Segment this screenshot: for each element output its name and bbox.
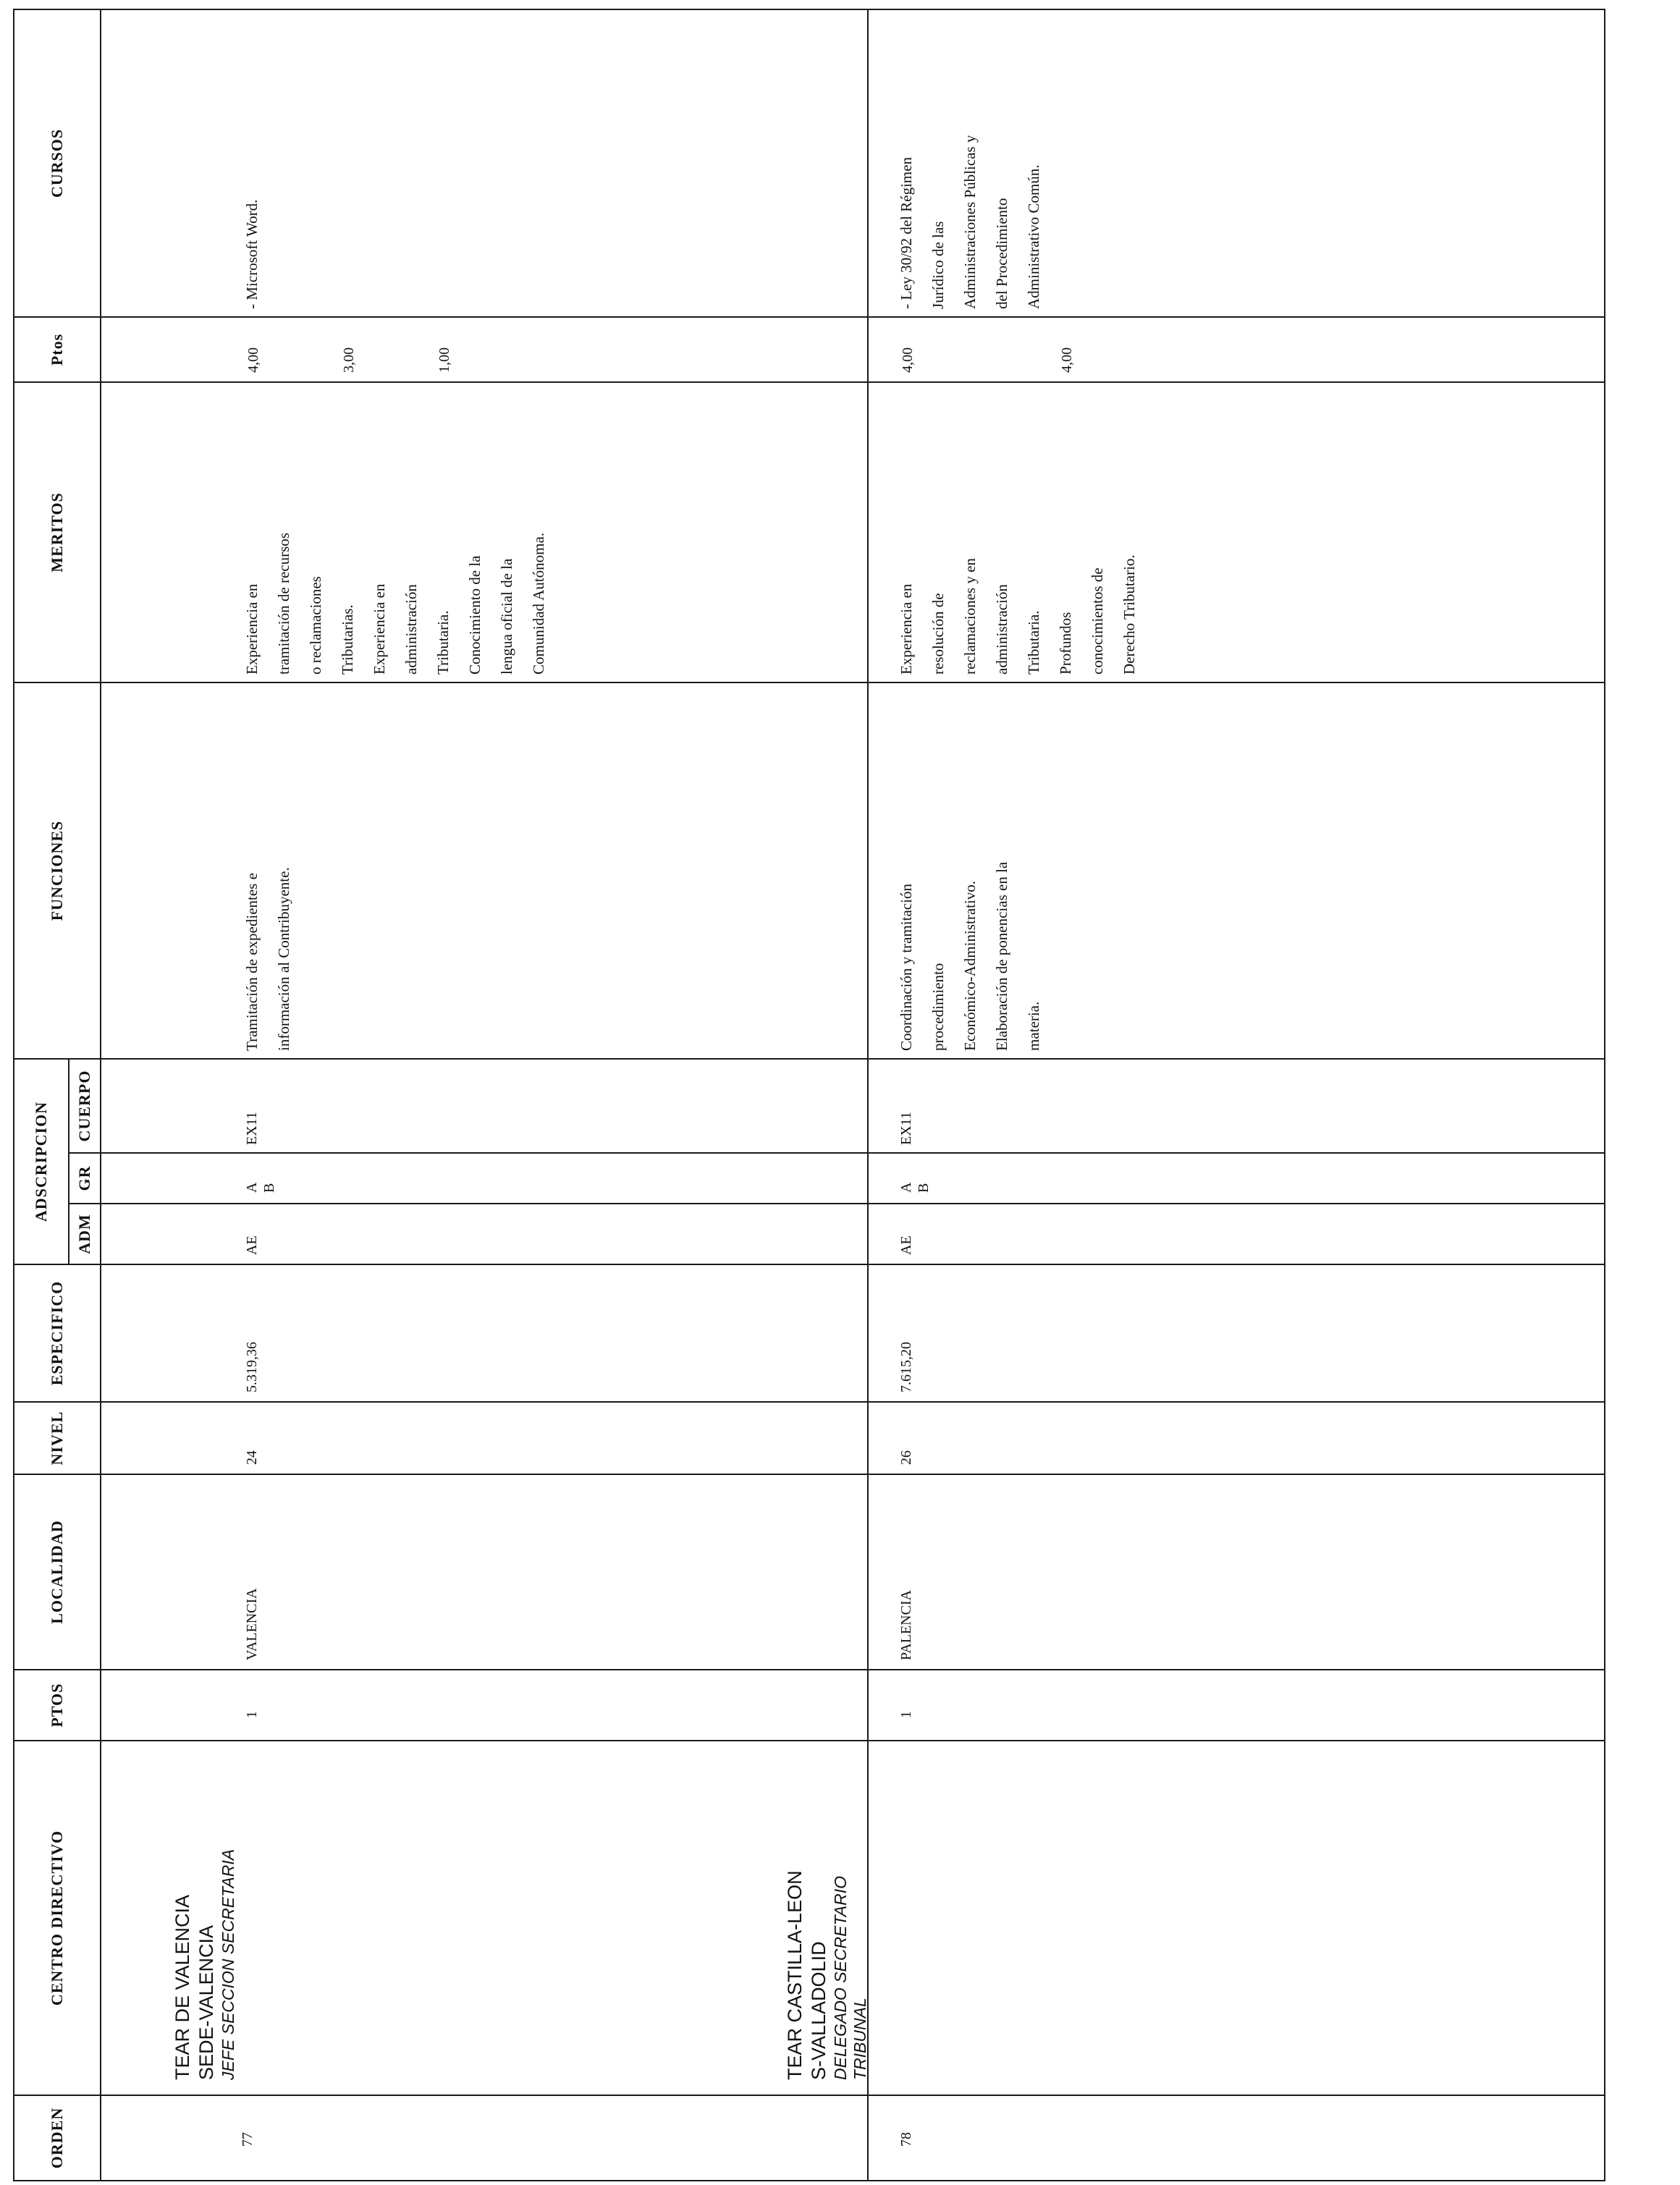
gr-value-a: A — [244, 1182, 260, 1193]
puesto-name: JEFE SECCION SECRETARIA — [219, 1848, 237, 2080]
funciones-line: materia. — [1025, 1001, 1042, 1051]
adm-cell — [868, 1204, 1605, 1264]
header-ptos: PTOS — [14, 1670, 101, 1741]
cursos-cell — [868, 9, 1605, 317]
gr-cell — [101, 1153, 868, 1204]
merito-line: resolución de — [929, 593, 947, 675]
merito-line: Tributaria. — [1025, 610, 1042, 675]
header-centro-directivo: CENTRO DIRECTIVO — [14, 1741, 101, 2095]
centro-name: TEAR CASTILLA-LEON — [784, 1870, 806, 2080]
merito-line: Comunidad Autónoma. — [530, 532, 547, 675]
header-adscripcion: ADSCRIPCION — [14, 1059, 69, 1264]
table-row — [101, 9, 868, 2181]
centro-sede: S-VALLADOLID — [808, 1941, 830, 2080]
cuerpo-cell — [868, 1059, 1605, 1153]
vacancy-table — [13, 9, 1605, 2181]
table-row — [868, 9, 1605, 2181]
curso-line: Administrativo Común. — [1025, 164, 1042, 309]
gr-cell — [868, 1153, 1605, 1204]
puntos-value: 4,00 — [1059, 347, 1075, 373]
header-orden: ORDEN — [14, 2095, 101, 2181]
merito-line: Conocimiento de la — [466, 555, 484, 675]
especifico-value: 7.615,20 — [898, 1342, 914, 1392]
centro-cell — [101, 1741, 868, 2095]
merito-line: conocimientos de — [1089, 567, 1106, 675]
funciones-line: Coordinación y tramitación — [898, 884, 915, 1051]
adm-value: AE — [244, 1235, 260, 1255]
header-especifico: ESPECIFICO — [14, 1264, 101, 1402]
puesto-name-cont: TRIBUNAL — [850, 1998, 869, 2080]
ptos-value: 1 — [244, 1711, 260, 1718]
localidad-value: PALENCIA — [898, 1589, 914, 1660]
orden-cell — [101, 2095, 868, 2181]
header-cuerpo: CUERPO — [69, 1059, 101, 1153]
puntos-value: 4,00 — [245, 347, 261, 373]
merito-line: Experiencia en — [898, 583, 915, 675]
curso-line: Jurídico de las — [929, 221, 947, 309]
cuerpo-cell — [101, 1059, 868, 1153]
funciones-cell — [868, 682, 1605, 1059]
puntos-value: 1,00 — [436, 347, 452, 373]
header-meritos: MERITOS — [14, 382, 101, 682]
funciones-line: Tramitación de expedientes e — [243, 873, 261, 1051]
nivel-value: 26 — [898, 1450, 914, 1465]
gr-value-a: A — [898, 1182, 914, 1193]
nivel-value: 24 — [244, 1450, 260, 1465]
gr-value-b: B — [261, 1183, 277, 1193]
header-nivel: NIVEL — [14, 1402, 101, 1474]
merito-line: reclamaciones y en — [961, 558, 979, 675]
merito-line: Experiencia en — [243, 583, 261, 675]
funciones-line: Elaboración de ponencias en la — [993, 861, 1010, 1051]
adm-cell — [101, 1204, 868, 1264]
nivel-cell — [101, 1402, 868, 1474]
centro-name: TEAR DE VALENCIA — [172, 1894, 193, 2080]
especifico-cell — [868, 1264, 1605, 1402]
meritos-cell — [868, 382, 1605, 682]
curso-line: Administraciones Públicas y — [961, 135, 979, 309]
merito-line: Experiencia en — [371, 583, 388, 675]
header-cursos: CURSOS — [14, 9, 101, 317]
merito-line: Profundos — [1057, 612, 1074, 675]
gr-value-b: B — [916, 1183, 932, 1193]
merito-line: administración — [993, 584, 1010, 675]
orden-cell — [868, 2095, 1605, 2181]
cuerpo-value: EX11 — [898, 1112, 914, 1145]
funciones-cell — [101, 682, 868, 1059]
funciones-line: procedimiento — [929, 963, 947, 1051]
ptos-value: 1 — [898, 1711, 914, 1718]
funciones-line: Económico-Administrativo. — [961, 880, 979, 1051]
orden-value: 78 — [898, 2132, 914, 2147]
adm-value: AE — [898, 1235, 914, 1255]
localidad-cell — [868, 1474, 1605, 1670]
curso-line: - Microsoft Word. — [243, 199, 261, 309]
centro-sede: SEDE-VALENCIA — [195, 1924, 217, 2080]
merito-line: Derecho Tributario. — [1120, 554, 1138, 675]
cursos-cell — [101, 9, 868, 317]
merito-line: tramitación de recursos — [275, 533, 292, 675]
orden-value: 77 — [240, 2132, 256, 2147]
header-funciones: FUNCIONES — [14, 682, 101, 1059]
cuerpo-value: EX11 — [244, 1112, 260, 1145]
puntos-cell — [101, 317, 868, 382]
puesto-name: DELEGADO SECRETARIO — [831, 1875, 850, 2080]
especifico-value: 5.319,36 — [244, 1342, 260, 1392]
funciones-line: información al Contribuyente. — [275, 867, 292, 1051]
curso-line: - Ley 30/92 del Régimen — [898, 157, 915, 309]
localidad-cell — [101, 1474, 868, 1670]
curso-line: del Procedimiento — [993, 198, 1010, 309]
merito-line: lengua oficial de la — [498, 558, 515, 675]
meritos-cell — [101, 382, 868, 682]
localidad-value: VALENCIA — [244, 1588, 260, 1660]
puntos-value: 4,00 — [900, 347, 916, 373]
centro-cell — [784, 1741, 1605, 2095]
merito-line: administración — [402, 584, 420, 675]
merito-line: o reclamaciones — [307, 576, 324, 675]
header-ptos-merit: Ptos — [14, 317, 101, 382]
puntos-value: 3,00 — [341, 347, 357, 373]
header-gr: GR — [69, 1153, 101, 1204]
ptos-cell — [868, 1670, 1605, 1741]
ptos-cell — [101, 1670, 868, 1741]
especifico-cell — [101, 1264, 868, 1402]
puntos-cell — [868, 317, 1605, 382]
merito-line: Tributarias. — [339, 604, 356, 675]
nivel-cell — [868, 1402, 1605, 1474]
merito-line: Tributaria. — [434, 610, 452, 675]
header-localidad: LOCALIDAD — [14, 1474, 101, 1670]
header-adm: ADM — [69, 1204, 101, 1264]
